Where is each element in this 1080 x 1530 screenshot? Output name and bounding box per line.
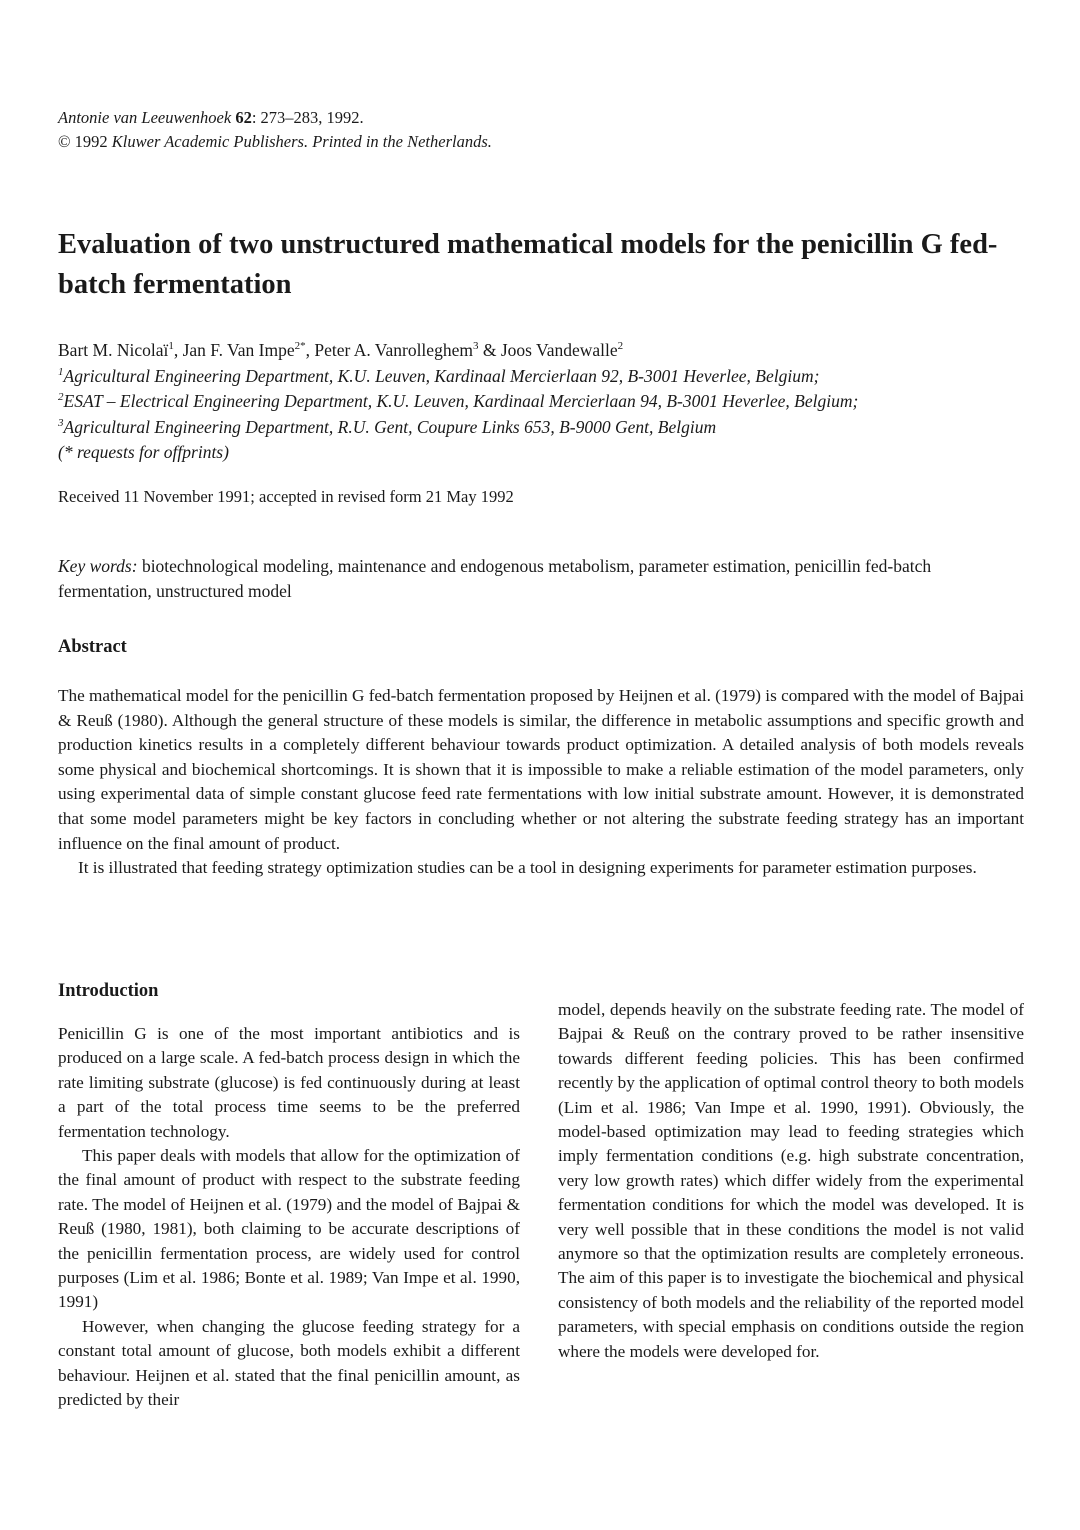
affiliation-text: Agricultural Engineering Department, R.U. Gent, Coupure Links 653, B-9000 Gent, Belgium [63,416,717,437]
author-name: Jan F. Van Impe [182,340,295,360]
journal-citation [58,106,492,130]
affiliation-number: 3 [58,416,64,429]
author-affiliation-mark: 2 [617,340,624,353]
author-2 [183,340,315,360]
body-paragraph: model, depends heavily on the substrate feeding rate. The model of Bajpai & Reuß on the contrary proved to be rather insensitive towards different feeding policies. This has been confirmed recently by the application of optimal control theory to both models (Lim et al. 1986; Van Impe et al. 1990, 1991). Obviously, the model-based optimization may lead to feeding strategies which imply fermentation conditions (e.g. high substrate concentration, very low growth rates) which differ widely from the experimental fermentation conditions for which the model was developed. It is very well possible that in these conditions the model is not valid anymore so that the optimization results are completely erroneous. The aim of this paper is to investigate the biochemical and physical consistency of both models and the reliability of the reported model parameters, with special emphasis on conditions outside the region where the models were developed for. [558,1000,1024,1361]
author-separator: , [305,340,315,360]
offprints-note: (* requests for offprints) [58,442,229,462]
author-separator: , [173,340,183,360]
abstract-heading: Abstract [58,637,127,657]
affiliation-3 [58,415,1048,441]
journal-name: Antonie van Leeuwenhoek [58,108,232,127]
author-separator: & [478,340,501,360]
body-paragraph: This paper deals with models that allow for the optimization of the final amount of product with respect to the substrate feeding rate. The model of Heijnen et al. (1979) and the model of Bajpai & Reuß (1980, 1981), both claiming to be accurate descriptions of the penicillin fermentation process, are widely used for control purposes (Lim et al. 1986; Bonte et al. 1989; Van Impe et al. 1990, 1991) [58,1146,520,1312]
author-3 [314,340,500,360]
journal-volume: 62 [235,108,252,127]
corresponding-author-mark: * [300,340,306,353]
journal-header [58,106,492,154]
abstract-paragraph: The mathematical model for the penicillin G fed-batch fermentation proposed by Heijnen et al. (1979) is compared with the model of Bajpai & Reuß (1980). Although the general structure of these models is similar, the difference in metabolic assumptions and specific growth and production kinetics results in a completely different behaviour towards product optimization. A detailed analysis of both models reveals some physical and biochemical shortcomings. It is shown that it is impossible to make a reliable estimation of the model parameters, only using experimental data of simple constant glucose feed rate fermentations with low initial substrate amount. However, it is demonstrated that some model parameters might be key factors in concluding whether or not altering the substrate feeding strategy has an important influence on the final amount of product. [58,686,1025,853]
affiliation-number: 2 [58,391,64,404]
body-paragraph: Penicillin G is one of the most important antibiotics and is produced on a large scale. A fed-batch process design in which the rate limiting substrate (glucose) is fed continuously during at least a part of the total process time seems to be the preferred fermentation technology. [58,1024,520,1141]
author-affiliation-number: 2 [294,340,301,353]
abstract-body [58,684,1024,881]
abstract-paragraph: It is illustrated that feeding strategy optimization studies can be a tool in designing experiments for parameter estimation purposes. [78,858,977,878]
copyright-year: 1992 [70,132,112,151]
author-list [58,338,1048,364]
journal-pages-year: : 273–283, 1992. [251,108,364,127]
affiliation-text: Agricultural Engineering Department, K.U. Leuven, Kardinaal Mercierlaan 92, B-3001 Heverlee, Belgium; [63,365,820,386]
affiliation-text: ESAT – Electrical Engineering Department, K.U. Leuven, Kardinaal Mercierlaan 94, B-3001 Heverlee, Belgium; [63,391,859,411]
affiliation-2 [58,389,1048,415]
author-name: Bart M. Nicolaï [58,340,169,360]
body-paragraph: However, when changing the glucose feeding strategy for a constant total amount of glucose, both models exhibit a different behaviour. Heijnen et al. stated that the final penicillin amount, as predicted by their [58,1316,520,1410]
author-name: Peter A. Vanrolleghem [314,340,473,360]
author-1 [58,340,183,360]
affiliation-number: 1 [58,365,64,378]
received-dates: Received 11 November 1991; accepted in revised form 21 May 1992 [58,487,514,506]
author-affiliation-mark: 3 [472,340,479,353]
introduction-left-column [58,1022,520,1413]
affiliation-1 [58,364,1048,390]
publisher-line: Kluwer Academic Publishers. Printed in the Netherlands. [111,132,492,151]
introduction-right-column [558,998,1024,1364]
introduction-heading: Introduction [58,981,159,1001]
author-4 [501,340,623,360]
keywords-label: Key words: [58,556,138,576]
paper-title: Evaluation of two unstructured mathematical models for the penicillin G fed-batch fermentation [58,229,998,300]
keywords-text: biotechnological modeling, maintenance and endogenous metabolism, parameter estimation, penicillin fed-batch fermentation, unstructured model [58,556,932,601]
author-block [58,338,1048,466]
author-name: Joos Vandewalle [500,340,618,360]
author-affiliation-mark: 1 [168,340,174,353]
copyright-symbol: © [58,132,71,151]
author-affiliation-mark [295,340,306,352]
keywords [58,554,1026,604]
journal-copyright [58,130,492,154]
